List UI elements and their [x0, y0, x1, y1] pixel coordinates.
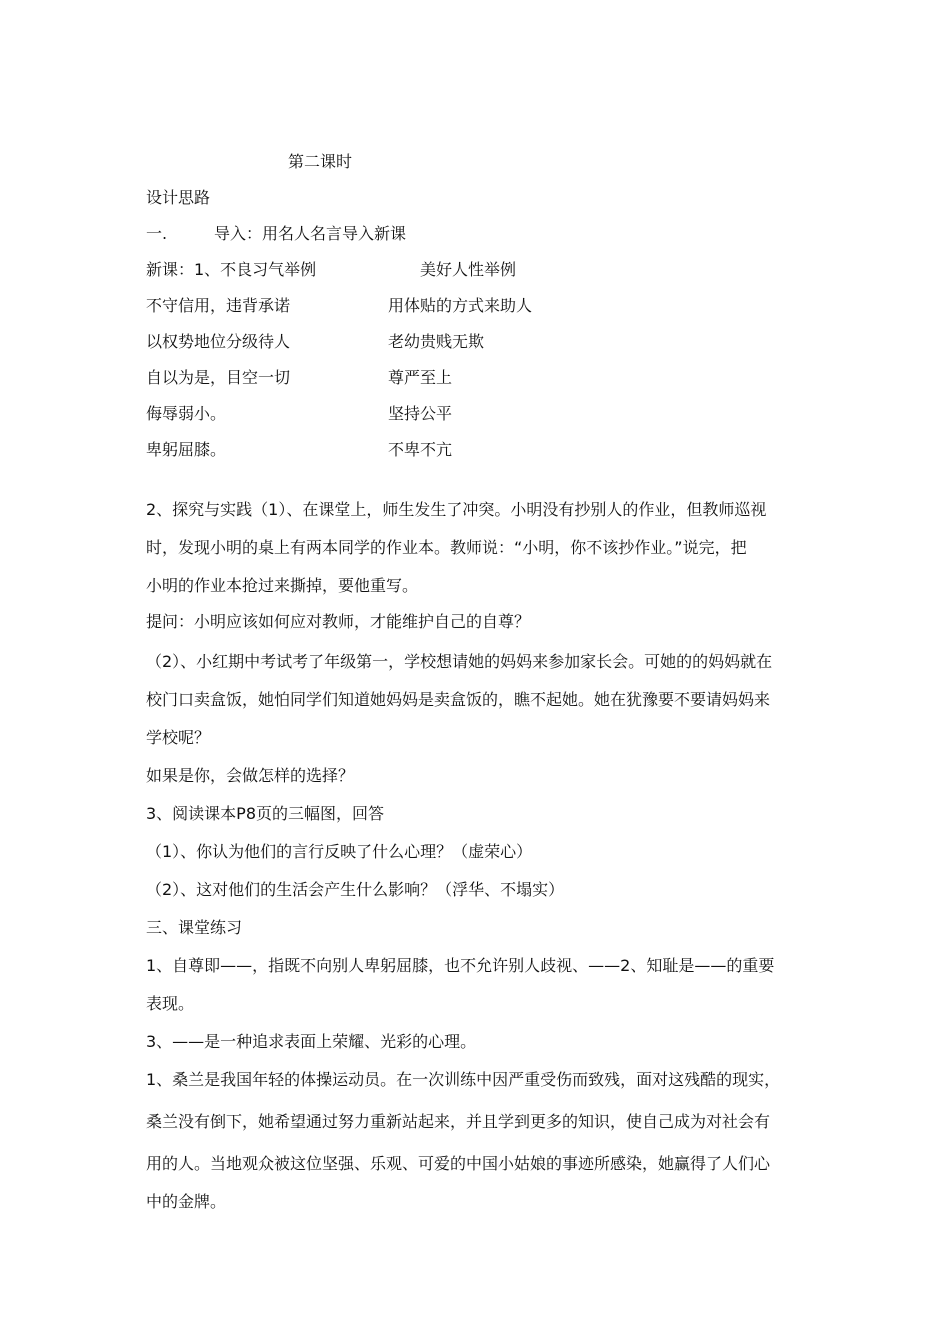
good-example: 用体贴的方式来助人 — [388, 296, 533, 315]
lesson-title: 第二课时 — [288, 152, 353, 171]
bad-example: 自以为是，目空一切 — [146, 368, 291, 387]
bad-example: 不守信用，违背承诺 — [146, 296, 291, 315]
intro-text: 导入：用名人名言导入新课 — [214, 224, 407, 243]
case2-line: 学校呢？ — [146, 728, 211, 747]
case1-line: 小明的作业本抢过来撕掉，要他重写。 — [146, 576, 419, 595]
practice-heading: 三、课堂练习 — [146, 918, 243, 937]
case2-line: （2）、小红期中考试考了年级第一，学校想请她的妈妈来参加家长会。可她的的妈妈就在 — [146, 652, 773, 671]
good-example: 坚持公平 — [388, 404, 453, 423]
reading-question-2: （2）、这对他们的生活会产生什么影响？（浮华、不塌实） — [146, 880, 565, 899]
story-line: 桑兰没有倒下，她希望通过努力重新站起来，并且学到更多的知识，使自己成为对社会有 — [146, 1112, 771, 1131]
good-example: 尊严至上 — [388, 368, 453, 387]
bad-example: 侮辱弱小。 — [146, 404, 227, 423]
good-examples-label: 美好人性举例 — [420, 260, 517, 279]
new-lesson-label: 新课：1、不良习气举例 — [146, 260, 317, 279]
question-2: 如果是你，会做怎样的选择？ — [146, 766, 355, 785]
intro-number: 一. — [146, 224, 168, 243]
good-example: 不卑不亢 — [388, 440, 453, 459]
exercise1-line: 表现。 — [146, 994, 195, 1013]
story-line: 1、桑兰是我国年轻的体操运动员。在一次训练中因严重受伤而致残，面对这残酷的现实， — [146, 1070, 781, 1089]
exercise-3: 3、——是一种追求表面上荣耀、光彩的心理。 — [146, 1032, 477, 1051]
case1-line: 时，发现小明的桌上有两本同学的作业本。教师说：“小明，你不该抄作业。”说完，把 — [146, 538, 747, 557]
reading-task: 3、阅读课本P8页的三幅图，回答 — [146, 804, 385, 823]
case2-line: 校门口卖盒饭，她怕同学们知道她妈妈是卖盒饭的，瞧不起她。她在犹豫要不要请妈妈来 — [146, 690, 771, 709]
good-example: 老幼贵贱无欺 — [388, 332, 485, 351]
question-1: 提问：小明应该如何应对教师，才能维护自己的自尊？ — [146, 612, 531, 631]
story-line: 中的金牌。 — [146, 1192, 227, 1211]
reading-question-1: （1）、你认为他们的言行反映了什么心理？（虚荣心） — [146, 842, 533, 861]
design-heading: 设计思路 — [146, 188, 211, 207]
bad-example: 卑躬屈膝。 — [146, 440, 227, 459]
case1-line: 2、探究与实践（1）、在课堂上，师生发生了冲突。小明没有抄别人的作业，但教师巡视 — [146, 500, 767, 519]
exercise1-line: 1、自尊即——，指既不向别人卑躬屈膝，也不允许别人歧视、——2、知耻是——的重要 — [146, 956, 775, 975]
story-line: 用的人。当地观众被这位坚强、乐观、可爱的中国小姑娘的事迹所感染，她赢得了人们心 — [146, 1154, 771, 1173]
bad-example: 以权势地位分级待人 — [146, 332, 291, 351]
